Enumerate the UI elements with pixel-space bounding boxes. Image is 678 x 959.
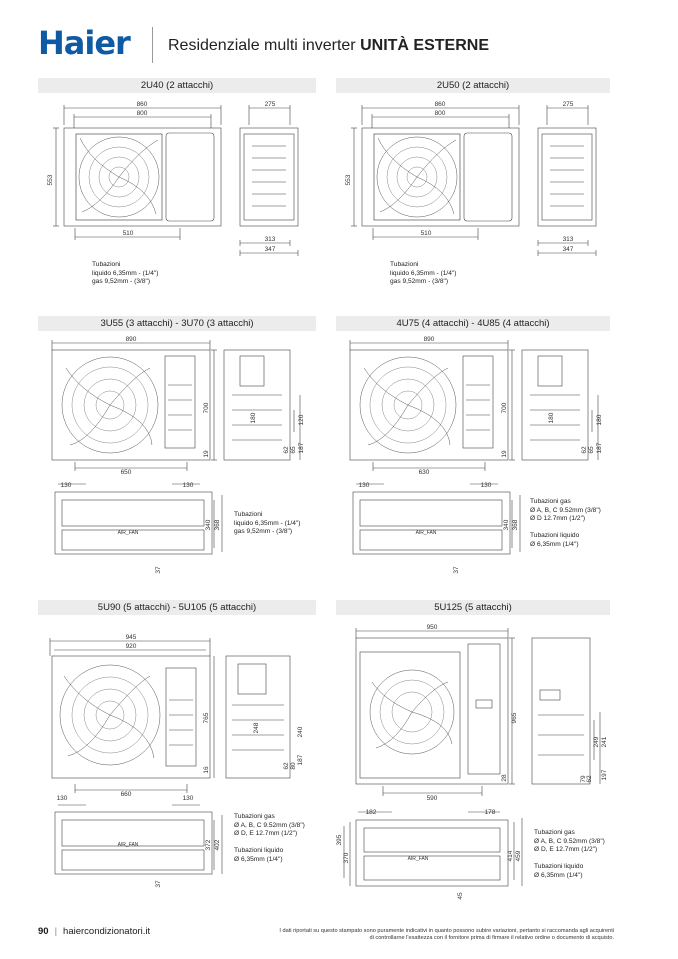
- footer-separator: |: [54, 926, 58, 937]
- site-link[interactable]: haiercondizionatori.it: [63, 926, 151, 937]
- notes-2u50: Tubazioni liquido 6,35mm - (1/4") gas 9,52mm - (3/8"): [390, 261, 457, 286]
- title-strong: UNITÀ ESTERNE: [360, 37, 489, 54]
- dim-sd1: 313: [562, 236, 574, 243]
- dim-v4: 62: [581, 446, 588, 454]
- dim-small: 19: [501, 450, 508, 458]
- dim-v3: 187: [596, 442, 603, 454]
- air-fan-label: AIR_FAN: [415, 530, 437, 536]
- dim-top-l: 130: [358, 482, 370, 489]
- dim-h: 700: [501, 402, 508, 414]
- dim-foot: 37: [155, 880, 162, 888]
- dim-top-r: 130: [182, 482, 194, 489]
- disclaimer: I dati riportati su questo stampato sono puramente indicativi in quanto possono subire variazioni, pertanto si raccomanda agli acquirenti di controllarne l'esattezza con il fornitore prima di firmare il relativo ordine o documento di acquisto.: [279, 928, 614, 942]
- dim-v1: 180: [596, 414, 603, 426]
- notes-4u75: Tubazioni gas Ø A, B, C 9.52mm (3/8") Ø D 12.7mm (1/2") Tubazioni liquido Ø 6,35mm (1/4"): [530, 498, 601, 548]
- dim-sw: 275: [562, 101, 574, 108]
- dim-b: 630: [418, 469, 430, 476]
- haier-logo: Haier: [38, 24, 130, 62]
- dim-b: 650: [120, 469, 132, 476]
- dim-b: 660: [120, 791, 132, 798]
- footer: [38, 926, 150, 937]
- dim-small: 16: [203, 766, 210, 774]
- dim-d4: 459: [515, 850, 522, 862]
- dim-b: 510: [420, 230, 432, 237]
- page-number: 90: [38, 926, 49, 937]
- dim-d2: 402: [214, 839, 221, 851]
- notes-3u55: Tubazioni liquido 6,35mm - (1/4") gas 9,52mm - (3/8"): [234, 511, 301, 536]
- dim-w1: 860: [136, 101, 148, 108]
- dim-v5: 65: [290, 446, 297, 454]
- dim-w1: 945: [125, 634, 137, 641]
- dim-v5: 80: [290, 762, 297, 770]
- dim-w2: 800: [136, 110, 148, 117]
- section-title: 5U125 (5 attacchi): [336, 600, 610, 615]
- dim-v4: 62: [586, 775, 593, 783]
- dim-h: 553: [47, 174, 54, 186]
- dim-sd1: 313: [264, 236, 276, 243]
- dim-w1: 860: [434, 101, 446, 108]
- dim-top-r: 130: [480, 482, 492, 489]
- dim-b: 590: [426, 795, 438, 802]
- dim-d2: 368: [214, 519, 221, 531]
- notes-5u90: Tubazioni gas Ø A, B, C 9.52mm (3/8") Ø D, E 12.7mm (1/2") Tubazioni liquido Ø 6,35mm (1/4"): [234, 813, 305, 863]
- dim-v3: 197: [601, 769, 608, 781]
- title-prefix: Residenziale multi inverter: [168, 37, 356, 54]
- dim-d1: 372: [205, 839, 212, 851]
- dim-d1: 340: [205, 519, 212, 531]
- dim-sd2: 347: [562, 246, 574, 253]
- air-fan-label: AIR_FAN: [407, 856, 429, 862]
- dim-h: 700: [203, 402, 210, 414]
- dim-top-l: 130: [56, 795, 68, 802]
- dim-d3: 414: [507, 850, 514, 862]
- dim-d1: 340: [503, 519, 510, 531]
- dim-v4: 62: [283, 762, 290, 770]
- dim-sd2: 347: [264, 246, 276, 253]
- section-title: 4U75 (4 attacchi) - 4U85 (4 attacchi): [336, 316, 610, 331]
- dim-small: 28: [501, 774, 508, 782]
- notes-5u125: Tubazioni gas Ø A, B, C 9.52mm (3/8") Ø D, E 12.7mm (1/2") Tubazioni liquido Ø 6,35mm (1/4"): [534, 829, 605, 879]
- dim-h: 765: [203, 712, 210, 724]
- dim-v3: 187: [297, 754, 304, 766]
- dim-h: 965: [511, 712, 518, 724]
- dim-d1: 395: [336, 834, 343, 846]
- dim-w: 890: [125, 336, 137, 343]
- section-title: 3U55 (3 attacchi) - 3U70 (3 attacchi): [38, 316, 316, 331]
- dim-v2: 240: [297, 726, 304, 738]
- section-title: 2U50 (2 attacchi): [336, 78, 610, 93]
- dim-v5: 65: [588, 446, 595, 454]
- dim-w2: 920: [125, 643, 137, 650]
- dim-v3: 187: [298, 442, 305, 454]
- dim-w2: 800: [434, 110, 446, 117]
- air-fan-label: AIR_FAN: [117, 842, 139, 848]
- notes-2u40: Tubazioni liquido 6,35mm - (1/4") gas 9,52mm - (3/8"): [92, 261, 159, 286]
- dim-w: 890: [423, 336, 435, 343]
- dim-d2: 370: [343, 852, 350, 864]
- dim-small: 19: [203, 450, 210, 458]
- dim-foot: 37: [155, 566, 162, 574]
- dim-v1: 120: [298, 414, 305, 426]
- dim-v2: 241: [601, 736, 608, 748]
- air-fan-label: AIR_FAN: [117, 530, 139, 536]
- dim-v1: 248: [253, 722, 260, 734]
- dim-v2: 180: [250, 412, 257, 424]
- dim-v1: 249: [593, 736, 600, 748]
- dim-v2: 180: [548, 412, 555, 424]
- dim-top-r: 130: [182, 795, 194, 802]
- dim-d2: 368: [512, 519, 519, 531]
- dim-sw: 275: [264, 101, 276, 108]
- dim-foot: 45: [457, 892, 464, 900]
- dim-v5: 79: [580, 775, 587, 783]
- dim-foot: 37: [453, 566, 460, 574]
- dim-w: 950: [426, 624, 438, 631]
- dim-top-l: 182: [365, 809, 377, 816]
- section-title: 5U90 (5 attacchi) - 5U105 (5 attacchi): [38, 600, 316, 615]
- section-title: 2U40 (2 attacchi): [38, 78, 316, 93]
- dim-top-r: 178: [484, 809, 496, 816]
- dim-top-l: 130: [60, 482, 72, 489]
- dim-v4: 62: [283, 446, 290, 454]
- dim-h: 553: [345, 174, 352, 186]
- dim-b: 510: [122, 230, 134, 237]
